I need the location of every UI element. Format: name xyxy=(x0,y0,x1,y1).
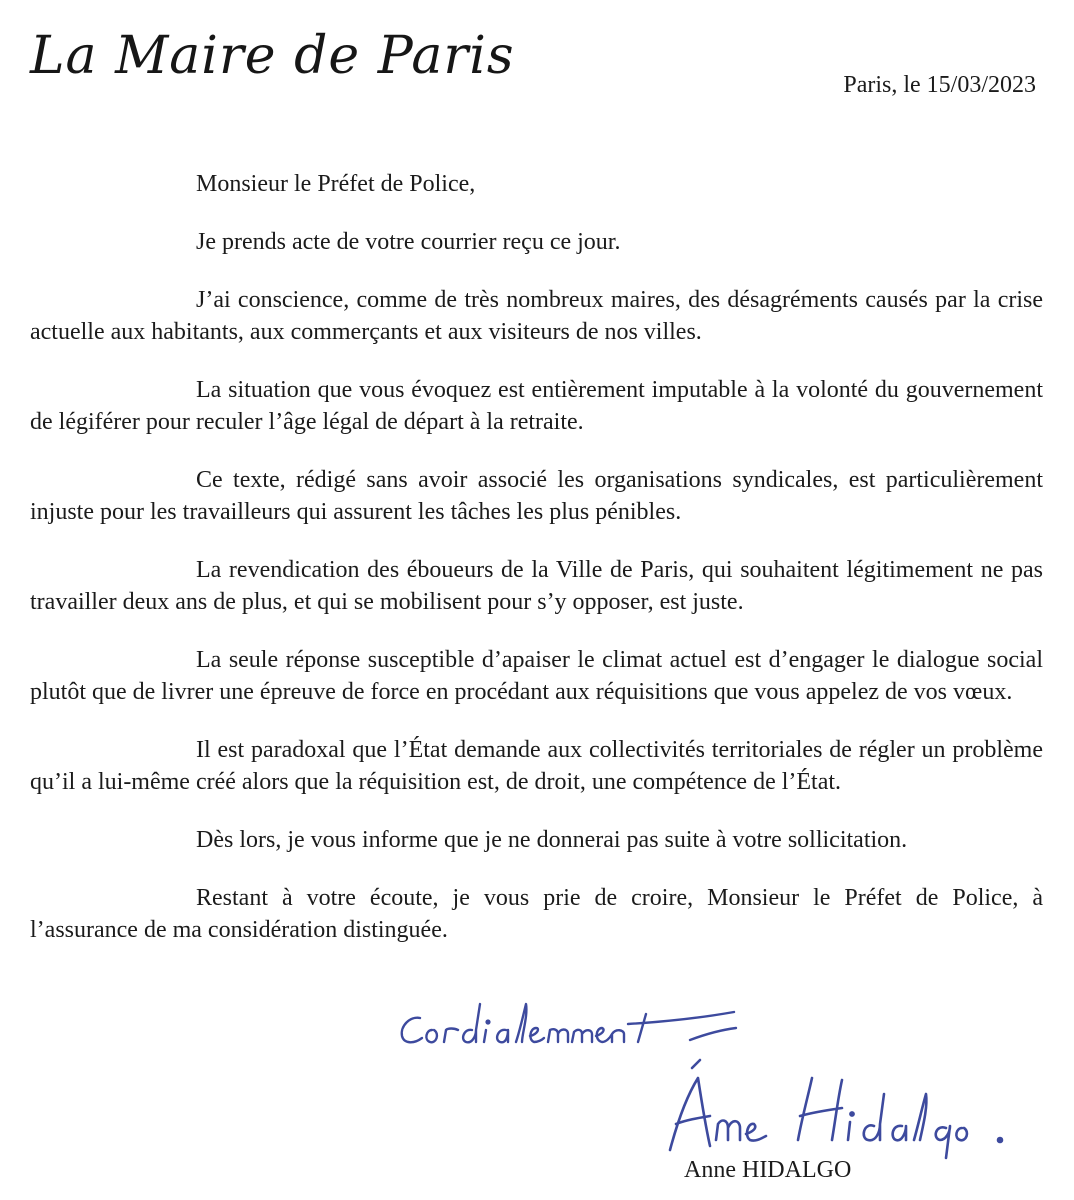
signature-area xyxy=(380,990,1060,1200)
paragraph: J’ai conscience, comme de très nombreux maires, des désagréments causés par la crise actuelle aux habitants, aux commerçants et aux visiteurs de nos villes. xyxy=(30,287,1043,345)
paragraph: Je prends acte de votre courrier reçu ce jour. xyxy=(196,229,621,255)
letterhead-title: La Maire de Paris xyxy=(30,26,515,86)
paragraph: Dès lors, je vous informe que je ne donnerai pas suite à votre sollicitation. xyxy=(196,827,908,853)
paragraph: Ce texte, rédigé sans avoir associé les organisations syndicales, est particulièrement injuste pour les travailleurs qui assurent les tâches les plus pénibles. xyxy=(30,467,1043,525)
paragraph: La seule réponse susceptible d’apaiser le climat actuel est d’engager le dialogue social plutôt que de livrer une épreuve de force en procédant aux réquisitions que vous appelez de vos vœux. xyxy=(30,647,1043,705)
paragraph: La revendication des éboueurs de la Ville de Paris, qui souhaitent légitimement ne pas travailler deux ans de plus, et qui se mobilisent pour s’y opposer, est juste. xyxy=(30,557,1043,615)
handwritten-closing-cordialement xyxy=(402,1004,736,1042)
letter-body xyxy=(30,168,1043,946)
paragraph: Restant à votre écoute, je vous prie de croire, Monsieur le Préfet de Police, à l’assurance de ma considération distinguée. xyxy=(30,885,1043,943)
handwritten-name-signature xyxy=(670,1060,1002,1158)
signer-name: Anne HIDALGO xyxy=(684,1157,852,1183)
handwritten-signature xyxy=(380,990,1060,1160)
date-line: Paris, le 15/03/2023 xyxy=(843,72,1036,98)
paragraph: Il est paradoxal que l’État demande aux collectivités territoriales de régler un problème qu’il a lui-même créé alors que la réquisition est, de droit, une compétence de l’État. xyxy=(30,737,1043,795)
paragraph: La situation que vous évoquez est entièrement imputable à la volonté du gouvernement de légiférer pour reculer l’âge légal de départ à la retraite. xyxy=(30,377,1043,435)
salutation: Monsieur le Préfet de Police, xyxy=(196,171,476,197)
